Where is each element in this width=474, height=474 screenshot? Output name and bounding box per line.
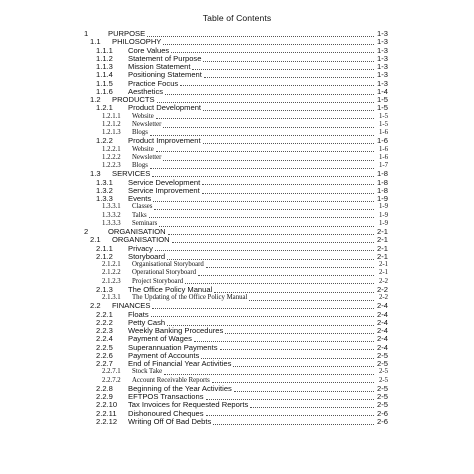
toc-entry-title: Product Improvement [128, 136, 201, 146]
toc-entry-number: 2.2.8 [96, 383, 113, 393]
toc-entry-page: 2-4 [377, 342, 388, 352]
toc-leader-dots [192, 69, 374, 70]
toc-entry-number: 2.1.2.1 [102, 261, 121, 268]
toc-entry-number: 2 [84, 227, 89, 236]
toc-entry-title: Account Receivable Reports [132, 376, 210, 384]
toc-entry [0, 170, 474, 178]
toc-entry-number: 2.2.2 [96, 317, 113, 327]
toc-entry-page: 2-5 [378, 376, 388, 384]
toc-entry-number: 1.2.2 [96, 136, 113, 146]
toc-entry-title: Weekly Banking Procedures [128, 326, 224, 335]
toc-leader-dots [163, 44, 374, 45]
toc-entry-page: 1-9 [377, 194, 388, 203]
toc-leader-dots [150, 168, 374, 169]
toc-entry-title: Storyboard [128, 251, 166, 261]
toc-leader-dots [212, 382, 374, 383]
toc-entry [0, 253, 474, 261]
toc-entry-number: 2.2.10 [96, 400, 118, 410]
toc-entry [0, 278, 474, 286]
toc-entry-title: Project Storyboard [132, 277, 184, 285]
toc-entry [0, 311, 474, 319]
toc-entry-title: Website [132, 112, 154, 120]
toc-leader-dots [220, 349, 375, 350]
toc-entry-page: 2-5 [377, 383, 388, 393]
toc-leader-dots [203, 110, 374, 111]
toc-entry-number: 1.1.6 [96, 86, 113, 96]
toc-entry-title: Payment of Wages [128, 334, 192, 344]
toc-entry-page: 2-1 [378, 261, 388, 268]
toc-entry [0, 195, 474, 203]
toc-entry-number: 2.2.6 [96, 350, 113, 360]
toc-entry-page: 1-3 [377, 45, 388, 55]
toc-entry-page: 1-6 [378, 153, 388, 161]
toc-entry-page: 1-3 [377, 62, 388, 71]
toc-entry-title: Beginning of the Year Activities [128, 383, 232, 393]
toc-entry-page: 2-5 [377, 359, 388, 368]
toc-leader-dots [172, 242, 374, 243]
toc-entry-title: Website [132, 145, 154, 153]
toc-entry [0, 418, 474, 426]
toc-entry-number: 2.1.3 [96, 284, 113, 294]
toc-entry-page: 2-5 [377, 350, 388, 360]
toc-entry [0, 146, 474, 154]
toc-entry-number: 1.1.5 [96, 78, 113, 88]
toc-leader-dots [152, 176, 374, 177]
toc-entry [0, 88, 474, 96]
toc-entry-page: 2-6 [377, 408, 388, 418]
toc-entry [0, 162, 474, 170]
toc-entry-title: Stock Take [132, 368, 163, 376]
toc-entry [0, 71, 474, 79]
toc-entry-number: 2.2.7 [96, 359, 113, 368]
toc-entry-page: 1-3 [377, 37, 388, 47]
toc-leader-dots [149, 217, 374, 218]
toc-entry-page: 2-5 [378, 368, 388, 376]
toc-entry-title: PHILOSOPHY [112, 37, 162, 47]
toc-leader-dots [198, 275, 374, 276]
toc-entry-title: Payment of Accounts [128, 350, 200, 360]
toc-entry [0, 55, 474, 63]
toc-leader-dots [165, 94, 374, 95]
toc-entry [0, 360, 474, 368]
toc-leader-dots [156, 118, 374, 119]
toc-entry-number: 2.1.2.3 [102, 277, 121, 285]
toc-entry-title: SERVICES [112, 169, 151, 179]
toc-entry-page: 2-6 [377, 416, 388, 426]
toc-entry-title: Events [128, 194, 152, 203]
toc-entry-page: 1-6 [378, 145, 388, 153]
toc-leader-dots [213, 424, 374, 425]
toc-entry-number: 2.2.9 [96, 392, 113, 401]
toc-leader-dots [171, 52, 374, 53]
toc-entry-number: 2.1.1 [96, 243, 113, 253]
toc-leader-dots [185, 283, 374, 284]
toc-entry-page: 2-5 [377, 400, 388, 410]
toc-entry [0, 269, 474, 277]
toc-entry-number: 1.2.2.1 [102, 145, 121, 153]
toc-entry [0, 154, 474, 162]
toc-entry-number: 2.2.12 [96, 416, 118, 426]
toc-entry-title: Practice Focus [128, 78, 179, 88]
toc-entry-title: Organisational Storyboard [132, 261, 204, 268]
toc-entry [0, 327, 474, 335]
toc-entry [0, 137, 474, 145]
toc-leader-dots [155, 250, 374, 251]
toc-entry-title: The Office Policy Manual [128, 284, 213, 294]
toc-entry [0, 302, 474, 310]
toc-entry [0, 38, 474, 46]
toc-entry-page: 1-6 [377, 136, 388, 146]
toc-entry-page: 1-4 [377, 86, 388, 96]
toc-entry-page: 2-4 [377, 309, 388, 319]
toc-entry-title: Product Development [128, 103, 202, 113]
toc-entry-title: FINANCES [112, 301, 151, 311]
toc-entry-page: 1-5 [377, 95, 388, 104]
toc-entry-number: 2.2.4 [96, 334, 113, 344]
toc-entry-number: 1.2.1.1 [102, 112, 121, 120]
toc-entry-number: 1.2.1 [96, 103, 113, 113]
toc-entry-title: PURPOSE [108, 29, 146, 38]
toc-entry [0, 344, 474, 352]
toc-entry-number: 1.1.3 [96, 62, 113, 71]
toc-entry-number: 1.1 [90, 37, 101, 47]
toc-entry [0, 30, 474, 38]
toc-entry-title: ORGANISATION [112, 235, 170, 245]
toc-entry-title: Operational Storyboard [132, 269, 196, 277]
toc-entry-number: 1.3.3.2 [102, 211, 121, 219]
toc-entry-number: 1.1.1 [96, 45, 113, 55]
toc-entry-title: Statement of Purpose [128, 53, 202, 63]
toc-leader-dots [233, 366, 374, 367]
toc-leader-dots [206, 267, 374, 268]
toc-entry [0, 63, 474, 71]
toc-entry [0, 203, 474, 211]
toc-entry-number: 2.1 [90, 235, 101, 245]
toc-leader-dots [151, 316, 374, 317]
toc-entry-page: 2-1 [378, 269, 388, 277]
toc-entry-number: 1 [84, 29, 89, 38]
toc-entry [0, 228, 474, 236]
toc-entry-title: Positioning Statement [128, 70, 202, 80]
toc-leader-dots [156, 151, 374, 152]
toc-entry-page: 1-7 [378, 162, 388, 169]
toc-list [0, 30, 474, 426]
toc-entry-number: 2.2.3 [96, 326, 113, 335]
toc-entry-page: 1-9 [378, 211, 388, 219]
toc-entry-number: 2.2.5 [96, 342, 113, 352]
toc-entry-number: 1.3.3.3 [102, 219, 121, 227]
toc-entry-page: 1-3 [377, 78, 388, 88]
toc-entry-page: 2-1 [377, 227, 388, 236]
toc-entry-number: 1.2.2.2 [102, 153, 121, 161]
toc-entry-page: 2-2 [378, 294, 388, 301]
toc-entry-title: Privacy [128, 243, 153, 253]
toc-entry [0, 236, 474, 244]
toc-entry-page: 1-3 [377, 29, 388, 38]
toc-leader-dots [152, 308, 374, 309]
toc-leader-dots [194, 341, 374, 342]
toc-entry-page: 1-8 [377, 169, 388, 179]
toc-leader-dots [163, 127, 374, 128]
toc-entry-title: Superannuation Payments [128, 342, 218, 352]
toc-entry-page: 2-4 [377, 317, 388, 327]
toc-entry [0, 385, 474, 393]
toc-leader-dots [202, 184, 374, 185]
toc-entry-page: 2-4 [377, 334, 388, 344]
toc-entry [0, 377, 474, 385]
toc-entry-title: The Updating of the Office Policy Manual [132, 294, 248, 301]
toc-leader-dots [147, 36, 374, 37]
toc-entry [0, 286, 474, 294]
toc-entry-page: 1-3 [377, 70, 388, 80]
toc-entry [0, 352, 474, 360]
toc-entry-title: Seminars [132, 219, 158, 227]
toc-entry [0, 335, 474, 343]
toc-entry-title: Petty Cash [128, 317, 166, 327]
toc-entry-title: ORGANISATION [108, 227, 166, 236]
toc-entry-page: 2-5 [377, 392, 388, 401]
toc-entry-number: 1.3.1 [96, 177, 113, 187]
toc-entry-number: 1.3.3 [96, 194, 113, 203]
toc-entry-title: End of Financial Year Activities [128, 359, 232, 368]
toc-entry-number: 2.2.1 [96, 309, 113, 319]
toc-leader-dots [234, 391, 374, 392]
toc-entry [0, 121, 474, 129]
toc-entry-page: 2-4 [377, 326, 388, 335]
toc-heading: Table of Contents [202, 13, 272, 23]
toc-entry-number: 1.3 [90, 169, 101, 179]
toc-entry-page: 2-2 [378, 277, 388, 285]
toc-entry [0, 245, 474, 253]
toc-leader-dots [203, 143, 374, 144]
toc-entry-title: Talks [132, 211, 147, 219]
toc-entry [0, 319, 474, 327]
toc-entry-title: Newsletter [132, 120, 162, 128]
toc-entry-title: Dishonoured Cheques [128, 408, 204, 418]
toc-leader-dots [180, 85, 374, 86]
toc-entry-number: 2.1.3.1 [102, 294, 121, 301]
toc-entry-page: 1-5 [378, 120, 388, 128]
toc-entry-title: Newsletter [132, 153, 162, 161]
toc-leader-dots [202, 193, 374, 194]
toc-entry-page: 2-1 [377, 235, 388, 245]
toc-entry-number: 1.2.2.3 [102, 162, 121, 169]
toc-entry-title: PRODUCTS [112, 95, 155, 104]
toc-entry-title: Writing Off Of Bad Debts [128, 416, 212, 426]
toc-entry-number: 1.3.2 [96, 185, 113, 195]
toc-entry-title: Aesthetics [128, 86, 164, 96]
toc-entry [0, 187, 474, 195]
toc-entry-page: 1-6 [378, 129, 388, 136]
toc-leader-dots [167, 259, 374, 260]
toc-entry-number: 1.2.1.3 [102, 129, 121, 136]
toc-leader-dots [163, 160, 374, 161]
toc-entry [0, 368, 474, 376]
toc-entry-number: 1.2 [90, 95, 101, 104]
toc-entry [0, 96, 474, 104]
toc-entry-page: 1-9 [378, 203, 388, 211]
toc-leader-dots [206, 415, 374, 416]
toc-entry-title: Service Development [128, 177, 201, 187]
toc-entry [0, 47, 474, 55]
toc-entry-page: 1-8 [377, 185, 388, 195]
toc-leader-dots [249, 300, 374, 301]
toc-entry-title: EFTPOS Transactions [128, 392, 204, 401]
toc-entry-page: 2-2 [377, 284, 388, 294]
toc-entry-number: 2.1.2.2 [102, 269, 121, 277]
toc-entry-number: 2.2.7.1 [102, 368, 121, 376]
toc-entry-title: Floats [128, 309, 149, 319]
toc-leader-dots [203, 61, 374, 62]
toc-entry-title: Service Improvement [128, 185, 200, 195]
toc-entry [0, 410, 474, 418]
toc-entry [0, 80, 474, 88]
toc-entry-page: 2-4 [377, 301, 388, 311]
toc-entry-page: 2-1 [377, 243, 388, 253]
toc-entry-page: 1-5 [377, 103, 388, 113]
toc-entry [0, 129, 474, 137]
toc-entry-title: Classes [132, 203, 153, 211]
toc-entry-title: Blogs [132, 162, 148, 169]
toc-entry [0, 179, 474, 187]
toc-entry-page: 1-8 [377, 177, 388, 187]
toc-entry [0, 261, 474, 269]
toc-entry-title: Blogs [132, 129, 148, 136]
toc-entry [0, 104, 474, 112]
toc-entry [0, 401, 474, 409]
toc-leader-dots [153, 201, 374, 202]
toc-entry-number: 1.2.1.2 [102, 120, 121, 128]
toc-entry-number: 2.1.2 [96, 251, 113, 261]
toc-entry-title: Core Values [128, 45, 170, 55]
toc-entry-number: 2.2.11 [96, 408, 117, 418]
toc-leader-dots [204, 77, 374, 78]
toc-entry-title: Tax Invoices for Requested Reports [128, 400, 249, 410]
toc-leader-dots [154, 209, 374, 210]
toc-entry-page: 2-1 [377, 251, 388, 261]
toc-entry-number: 1.3.3.1 [102, 203, 121, 211]
toc-leader-dots [214, 292, 374, 293]
toc-entry [0, 294, 474, 302]
toc-entry-number: 1.1.2 [96, 53, 113, 63]
toc-entry-number: 1.1.4 [96, 70, 113, 80]
toc-entry-number: 2.2.7.2 [102, 376, 121, 384]
toc-entry [0, 113, 474, 121]
toc-entry-title: Mission Statement [128, 62, 191, 71]
toc-entry-page: 1-9 [378, 219, 388, 227]
toc-leader-dots [250, 407, 374, 408]
toc-entry-page: 1-5 [378, 112, 388, 120]
toc-leader-dots [168, 234, 374, 235]
toc-entry-page: 1-3 [377, 53, 388, 63]
toc-entry-number: 2.2 [90, 301, 101, 311]
toc-leader-dots [225, 333, 374, 334]
toc-leader-dots [159, 226, 374, 227]
toc-entry [0, 212, 474, 220]
toc-leader-dots [164, 374, 374, 375]
toc-entry [0, 220, 474, 228]
